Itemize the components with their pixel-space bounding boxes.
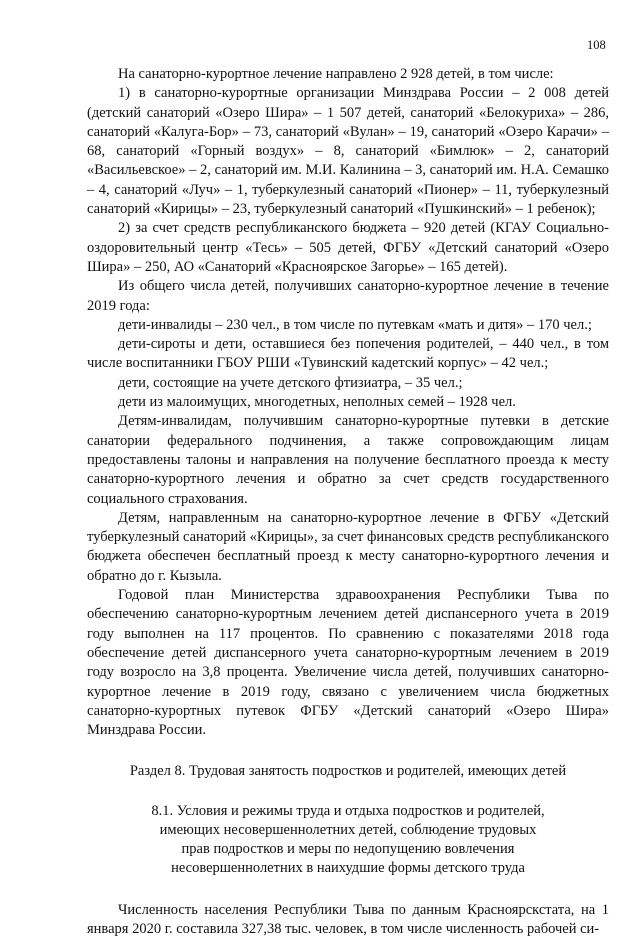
page-number: 108 <box>587 38 606 52</box>
subsection-title <box>87 802 609 878</box>
subsection-title-line: прав подростков и меры по недопущению вовлечения <box>181 840 515 857</box>
subsection-title-line: несовершеннолетних в наихудшие формы детского труда <box>171 859 525 876</box>
paragraph-disabled-children: дети-инвалиды – 230 чел., в том числе по путевкам «мать и дитя» – 170 чел.; <box>118 316 592 333</box>
subsection-title-line: 8.1. Условия и режимы труда и отдыха подростков и родителей, <box>151 802 545 819</box>
paragraph-intro: На санаторно-курортное лечение направлено 2 928 детей, в том числе: <box>118 66 554 82</box>
paragraph-phthisiatrician: дети, состоящие на учете детского фтизиатра, – 35 чел.; <box>118 374 463 391</box>
paragraph-breakdown-intro: Из общего числа детей, получивших санаторно-курортное лечение в течение 2019 года: <box>87 278 609 314</box>
subsection-title-line: имеющих несовершеннолетних детей, соблюдение трудовых <box>159 821 537 838</box>
paragraph-disabled-travel: Детям-инвалидам, получившим санаторно-курортные путевки в детские санатории федерального подчинения, а также сопровождающим лицам предоставлены талоны и направления на получение бесплатного проезда к месту санаторно-курортного лечения и обратно за счет средств государственного социального страхования. <box>87 413 609 507</box>
section-title: Раздел 8. Трудовая занятость подростков и родителей, имеющих детей <box>129 763 567 780</box>
paragraph-kiritsy-travel: Детям, направленным на санаторно-курортное лечение в ФГБУ «Детский туберкулезный санаторий «Кирицы», за счет финансовых средств республиканского бюджета обеспечен бесплатный проезд к месту санаторно-курортного лечения и обратно до г. Кызыла. <box>87 509 609 584</box>
paragraph-low-income: дети из малоимущих, многодетных, неполных семей – 1928 чел. <box>118 394 516 411</box>
paragraph-population: Численность населения Республики Тыва по данным Красноярскстата, на 1 января 2020 г. составила 327,38 тыс. человек, в том числе численность рабочей си- <box>87 901 609 937</box>
paragraph-annual-plan: Годовой план Министерства здравоохранения Республики Тыва по обеспечению санаторно-курортным лечением детей диспансерного учета в 2019 году выполнен на 117 процентов. По сравнению с показателями 2018 года обеспечение детей диспансерного учета санаторно-курортным лечением в 2019 году возросло на 3,8 процента. Увеличение числа детей, получивших санаторно-курортное лечение в 2019 году, связано с увеличением числа бюджетных санаторно-курортных путевок ФГБУ «Детский санаторий «Озеро Шира» Минздрава России. <box>87 587 609 739</box>
paragraph-republican-budget: 2) за счет средств республиканского бюджета – 920 детей (КГАУ Социально-оздоровительный центр «Тесь» – 505 детей, ФГБУ «Детский санаторий «Озеро Шира» – 250, АО «Санаторий «Красноярское Загорье» – 165 детей). <box>87 220 609 275</box>
document-body <box>87 65 609 939</box>
paragraph-minzdrav-sanatoria: 1) в санаторно-курортные организации Минздрава России – 2 008 детей (детский санаторий «Озеро Шира» – 1 507 детей, санаторий «Белокуриха» – 286, санаторий «Калуга-Бор» – 73, санаторий «Вулан» – 19, санаторий «Озеро Карачи» – 68, санаторий «Горный воздух» – 8, санаторий «Бимлюк» – 2, санаторий «Васильевское» – 2, санаторий им. М.И. Калинина – 3, санаторий им. Н.А. Семашко – 4, санаторий «Луч» – 1, туберкулезный санаторий «Пионер» – 11, туберкулезный санаторий «Кирицы» – 23, туберкулезный санаторий «Пушкинский» – 1 ребенок); <box>87 85 609 218</box>
paragraph-orphans: дети-сироты и дети, оставшиеся без попечения родителей, – 440 чел., в том числе воспитанники ГБОУ РШИ «Тувинский кадетский корпус» – 42 чел.; <box>87 336 609 372</box>
